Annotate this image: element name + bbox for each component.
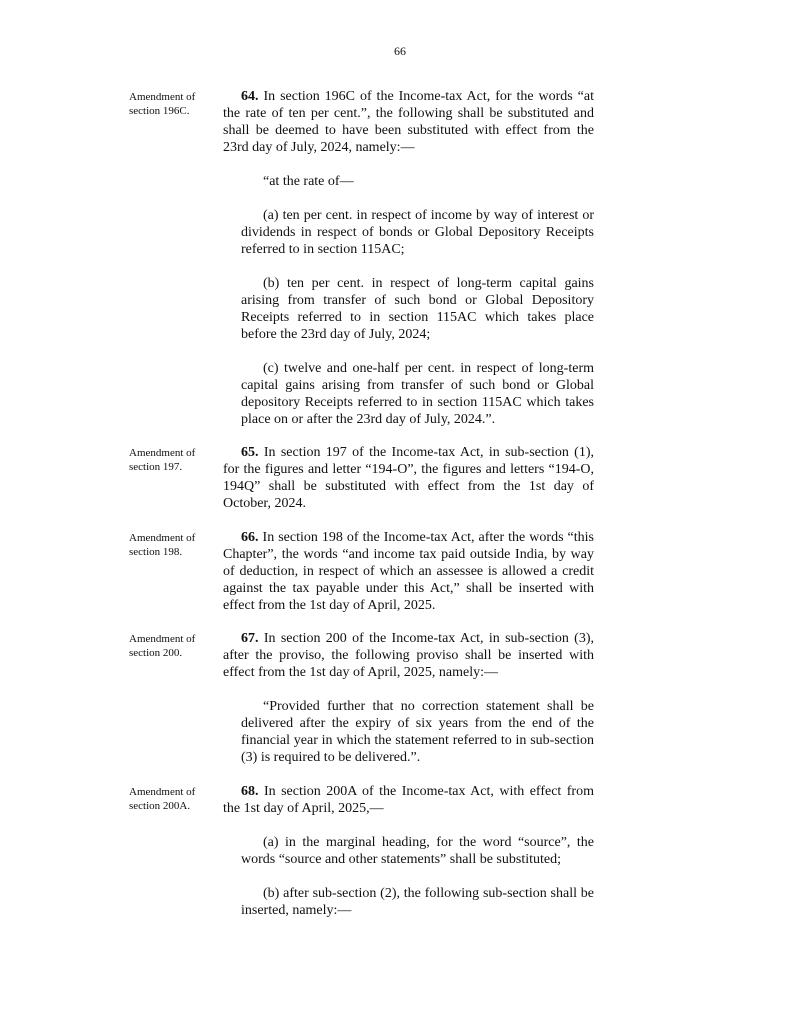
- margin-note-line: Amendment of: [129, 91, 196, 103]
- section-body: [223, 783, 594, 919]
- margin-note-line: Amendment of: [129, 447, 196, 459]
- margin-note: [129, 632, 221, 660]
- section-text: In section 197 of the Income-tax Act, in sub-section (1), for the figures and letter “194-O”, the figures and letters “194-O, 194Q” shall be substituted with effect from the 1st day of October, 2024.: [223, 445, 595, 511]
- section-text: In section 200 of the Income-tax Act, in sub-section (3), after the proviso, the following proviso shall be inserted with effect from the 1st day of April, 2025, namely:—: [223, 631, 595, 680]
- section-text: In section 198 of the Income-tax Act, after the words “this Chapter”, the words “and income tax paid outside India, by way of deduction, in respect of which an assessee is allowed a credit against the tax payable under this Act,” shall be inserted with effect from the 1st day of April, 2025.: [223, 530, 594, 613]
- margin-note: [129, 531, 221, 559]
- margin-note-line: section 197.: [129, 461, 183, 473]
- margin-note-line: section 200.: [129, 647, 183, 659]
- section-number: 65.: [241, 445, 259, 460]
- quoted-clause: (a) in the marginal heading, for the word “source”, the words “source and other statements” shall be substituted;: [241, 835, 594, 867]
- section-text: In section 196C of the Income-tax Act, for the words “at the rate of ten per cent.”, the following shall be substituted and shall be deemed to have been substituted with effect from the 23rd day of July, 2024, namely:—: [223, 89, 595, 155]
- margin-note-line: section 200A.: [129, 800, 191, 812]
- page-number: 66: [394, 44, 406, 58]
- section-paragraph: [223, 88, 594, 156]
- margin-note: [129, 446, 221, 474]
- section-paragraph: [223, 444, 594, 512]
- margin-note-line: section 198.: [129, 546, 183, 558]
- section-body: [223, 630, 594, 766]
- margin-note-line: section 196C.: [129, 105, 190, 117]
- section-number: 68.: [241, 784, 259, 799]
- section-number: 64.: [241, 89, 259, 104]
- margin-note: [129, 90, 221, 118]
- margin-note-line: Amendment of: [129, 532, 196, 544]
- section-body: [223, 529, 594, 614]
- section-paragraph: [223, 529, 594, 614]
- margin-note: [129, 785, 221, 813]
- section-number: 66.: [241, 530, 259, 545]
- section-paragraph: [223, 783, 594, 817]
- margin-note-line: Amendment of: [129, 633, 196, 645]
- quoted-clause: “at the rate of—: [263, 174, 354, 189]
- section-number: 67.: [241, 631, 259, 646]
- quoted-clause: (b) after sub-section (2), the following sub-section shall be inserted, namely:—: [241, 886, 594, 918]
- section-text: In section 200A of the Income-tax Act, with effect from the 1st day of April, 2025,—: [223, 784, 594, 816]
- quoted-proviso: “Provided further that no correction statement shall be delivered after the expiry of six years from the end of the financial year in which the statement referred to in sub-section (3) is required to be delivered.”.: [241, 699, 594, 765]
- quoted-clause: (b) ten per cent. in respect of long-term capital gains arising from transfer of such bond or Global Depository Receipts referred to in section 115AC which takes place before the 23rd day of July, 2024;: [241, 276, 594, 342]
- section-paragraph: [223, 630, 594, 681]
- section-body: [223, 88, 594, 428]
- quoted-clause: (c) twelve and one-half per cent. in respect of long-term capital gains arising from transfer of such bond or Global depository Receipts referred to in section 115AC which takes place on or after the 23rd day of July, 2024.”.: [241, 361, 594, 427]
- quoted-clause: (a) ten per cent. in respect of income by way of interest or dividends in respect of bonds or Global Depository Receipts referred to in section 115AC;: [241, 208, 594, 257]
- margin-note-line: Amendment of: [129, 786, 196, 798]
- section-body: [223, 444, 594, 512]
